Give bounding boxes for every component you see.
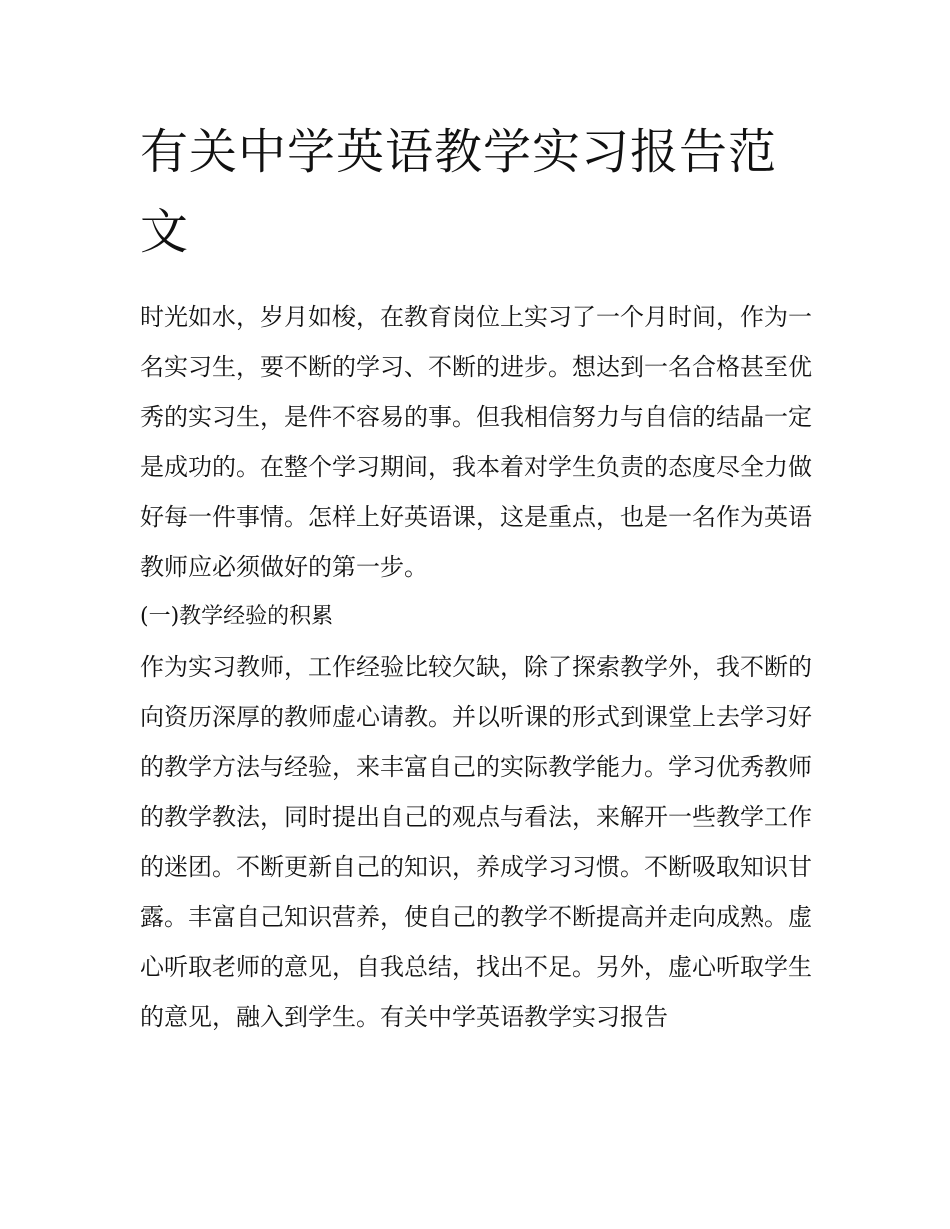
section-heading: (一)教学经验的积累	[140, 604, 334, 629]
intro-paragraph: 时光如水，岁月如梭，在教育岗位上实习了一个月时间，作为一名实习生，要不断的学习、不断的进步。想达到一名合格甚至优秀的实习生，是件不容易的事。但我相信努力与自信的结晶一定是成功的。在整个学习期间，我本着对学生负责的态度尽全力做好每一件事情。怎样上好英语课，这是重点，也是一名作为英语教师应必须做好的第一步。	[140, 303, 812, 581]
document-title: 有关中学英语教学实习报告范文	[140, 124, 778, 260]
body-paragraph: 作为实习教师，工作经验比较欠缺，除了探索教学外，我不断的向资历深厚的教师虚心请教。并以听课的形式到课堂上去学习好的教学方法与经验，来丰富自己的实际教学能力。学习优秀教师的教学教法，同时提出自己的观点与看法，来解开一些教学工作的迷团。不断更新自己的知识，养成学习习惯。不断吸取知识甘露。丰富自己知识营养，使自己的教学不断提高并走向成熟。虚心听取老师的意见，自我总结，找出不足。另外，虚心听取学生的意见，融入到学生。有关中学英语教学实习报告	[140, 653, 812, 1031]
document-page	[140, 112, 812, 1042]
